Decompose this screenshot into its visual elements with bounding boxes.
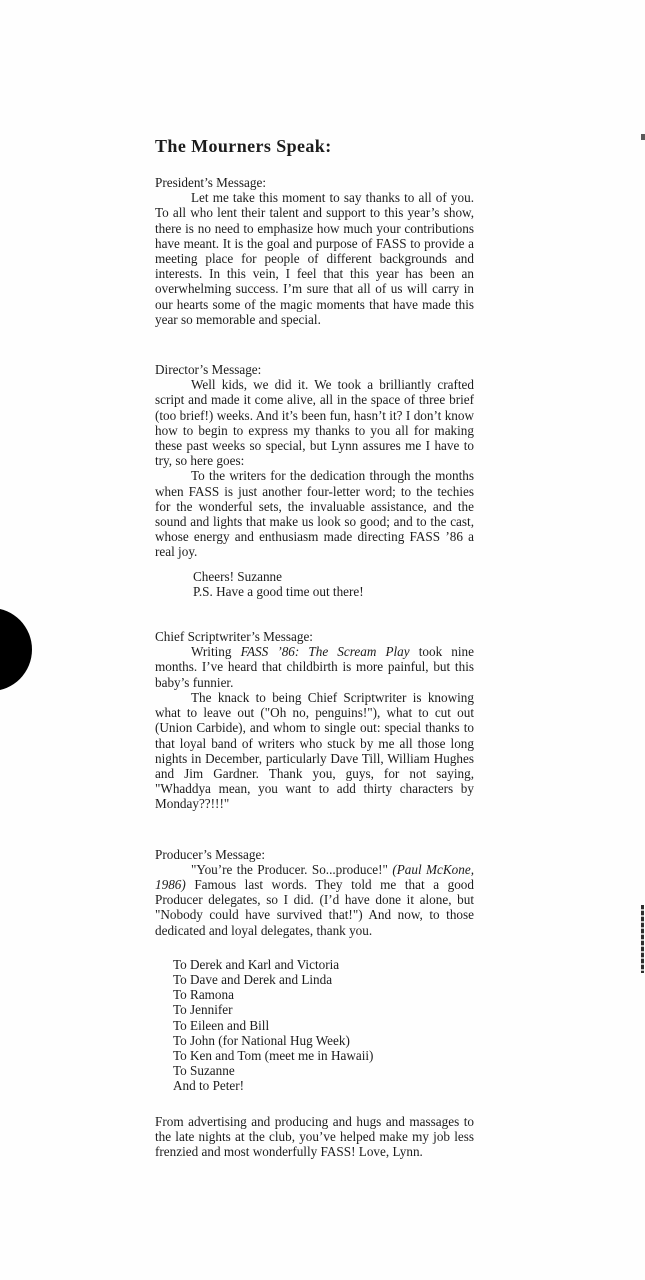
section-title-scriptwriter: Chief Scriptwriter’s Message: (155, 629, 313, 645)
director-signoff-line-2: P.S. Have a good time out there! (193, 583, 364, 599)
closing-paragraph: From advertising and producing and hugs and massages to the late nights at the club, you’ve helped make my job less frenzied and most wonderfully FASS! Love, Lynn. (155, 1113, 474, 1159)
scriptwriter-p1-text: Writing (191, 644, 241, 660)
dedication-line: To Ken and Tom (meet me in Hawaii) (173, 1047, 374, 1063)
section-title-producer: Producer’s Message: (155, 846, 265, 862)
producer-p1-quote: "You’re the Producer. So...produce!" (191, 861, 393, 877)
dedication-line: To Suzanne (173, 1063, 235, 1079)
section-producers-message (155, 847, 474, 1160)
section-title-director: Director’s Message: (155, 362, 262, 378)
dedication-line: To Eileen and Bill (173, 1017, 270, 1033)
dedication-line: And to Peter! (173, 1078, 245, 1094)
director-message-paragraph-2: To the writers for the dedication through the months when FASS is just another four-letter word; to the techies for the wonderful sets, the invaluable assistance, and the sound and lights that make us look so good; and to the cast, whose energy and enthusiasm made directing FASS ’86 a real joy. (155, 468, 474, 560)
section-presidents-message (155, 175, 474, 327)
section-title-president: President’s Message: (155, 175, 266, 190)
scan-artifact-dashed-line (641, 905, 644, 973)
dedication-line: To Derek and Karl and Victoria (173, 956, 340, 972)
scriptwriter-message-paragraph-2: The knack to being Chief Scriptwriter is knowing what to leave out ("Oh no, penguins!"), what to cut out (Union Carbide), and whom to single out: special thanks to that loyal band of writers who stuck by me all those long nights in December, particularly Dave Till, William Hughes and Jim Gardner. Thank you, guys, for not saying, "Whaddya mean, you want to add thirty characters by Monday??!!!" (155, 689, 474, 812)
dedication-line: To Jennifer (173, 1002, 233, 1018)
scriptwriter-message-paragraph-1 (155, 644, 474, 690)
director-signoff (193, 569, 474, 599)
director-signoff-line-1: Cheers! Suzanne (193, 568, 282, 584)
producer-p1-text-cont: Famous last words. They told me that a good Producer delegates, so I did. (I’d have done it alone, but "Nobody could have survived that!") And now, to those dedicated and loyal delegates, thank you. (155, 876, 474, 938)
attribution-italic: (Paul McKone, 1986) (155, 861, 474, 892)
scan-artifact-tick (641, 134, 645, 140)
binding-hole-mark (0, 608, 32, 691)
show-title-italic: FASS ’86: The Scream Play (240, 644, 410, 660)
producer-message-paragraph-1 (155, 862, 474, 938)
director-message-paragraph-1: Well kids, we did it. We took a brilliantly crafted script and made it come alive, all in the space of three brief (too brief!) weeks. And it’s been fun, hasn’t it? I don’t know how to begin to express my thanks to you all for making these past weeks so special, but Lynn assures me I have to try, so here goes: (155, 377, 474, 469)
president-message-body: Let me take this moment to say thanks to all of you. To all who lent their talent and support to this year’s show, there is no need to emphasize how much your contributions have meant. It is the goal and purpose of FASS to provide a meeting place for people of different backgrounds and interests. In this vein, I feel that this year has been an overwhelming success. I’m sure that all of us will carry in our hearts some of the magic moments that have made this year so memorable and special. (155, 190, 474, 327)
scriptwriter-p1-text-cont: took nine months. I’ve heard that childbirth is more painful, but this baby’s funnier. (155, 644, 474, 690)
section-directors-message (155, 362, 474, 599)
dedication-list (173, 957, 474, 1094)
section-scriptwriters-message (155, 629, 474, 811)
dedication-line: To John (for National Hug Week) (173, 1032, 350, 1048)
page-content (155, 136, 474, 1159)
dedication-line: To Ramona (173, 987, 234, 1003)
dedication-line: To Dave and Derek and Linda (173, 971, 333, 987)
page-title: The Mourners Speak: (155, 136, 332, 156)
